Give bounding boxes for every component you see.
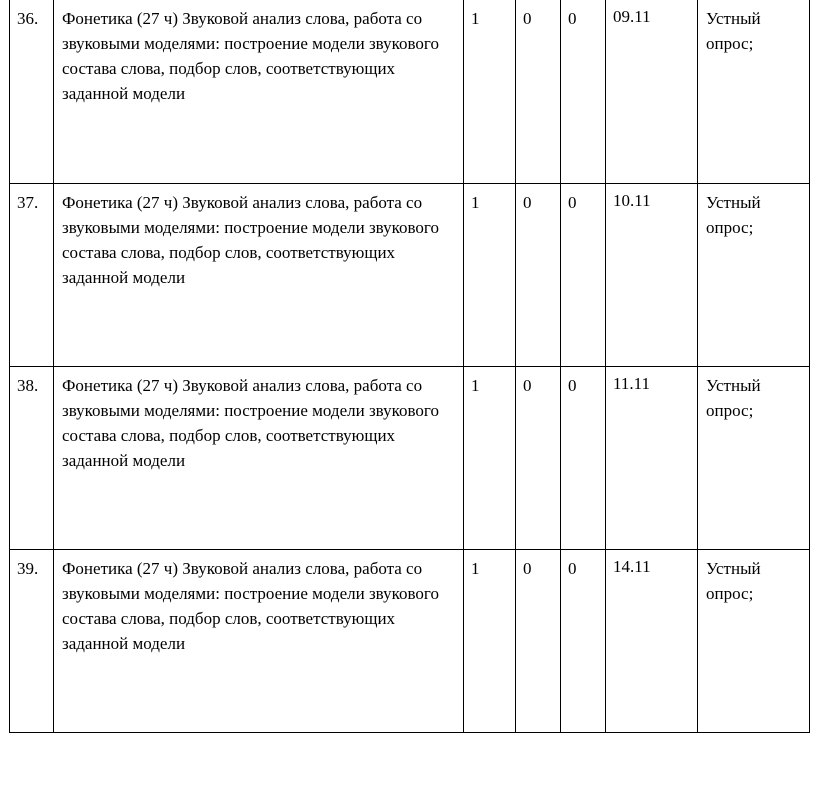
lesson-topic: Фонетика (27 ч) Звуковой анализ слова, работа со звуковыми моделями: построение модели звукового состава слова, подбор слов, соответствующих заданной модели [54, 0, 464, 183]
lesson-date: 11.11 [606, 366, 698, 549]
lesson-number: 36. [10, 0, 54, 183]
table-row [10, 183, 810, 366]
practice-hours: 0 [561, 183, 606, 366]
table-row [10, 549, 810, 732]
practice-hours: 0 [561, 366, 606, 549]
table-row [10, 0, 810, 183]
assessment-form: Устный опрос; [698, 183, 810, 366]
lesson-topic: Фонетика (27 ч) Звуковой анализ слова, работа со звуковыми моделями: построение модели звукового состава слова, подбор слов, соответствующих заданной модели [54, 183, 464, 366]
assessment-form: Устный опрос; [698, 366, 810, 549]
control-hours: 0 [516, 0, 561, 183]
lesson-date: 10.11 [606, 183, 698, 366]
control-hours: 0 [516, 366, 561, 549]
control-hours: 0 [516, 183, 561, 366]
table-row [10, 366, 810, 549]
practice-hours: 0 [561, 549, 606, 732]
practice-hours: 0 [561, 0, 606, 183]
lesson-date: 09.11 [606, 0, 698, 183]
assessment-form: Устный опрос; [698, 549, 810, 732]
lesson-topic: Фонетика (27 ч) Звуковой анализ слова, работа со звуковыми моделями: построение модели звукового состава слова, подбор слов, соответствующих заданной модели [54, 549, 464, 732]
assessment-form: Устный опрос; [698, 0, 810, 183]
lesson-plan-table [9, 0, 810, 733]
total-hours: 1 [464, 0, 516, 183]
lesson-number: 39. [10, 549, 54, 732]
lesson-number: 38. [10, 366, 54, 549]
total-hours: 1 [464, 549, 516, 732]
control-hours: 0 [516, 549, 561, 732]
lesson-topic: Фонетика (27 ч) Звуковой анализ слова, работа со звуковыми моделями: построение модели звукового состава слова, подбор слов, соответствующих заданной модели [54, 366, 464, 549]
total-hours: 1 [464, 183, 516, 366]
lesson-number: 37. [10, 183, 54, 366]
total-hours: 1 [464, 366, 516, 549]
lesson-date: 14.11 [606, 549, 698, 732]
